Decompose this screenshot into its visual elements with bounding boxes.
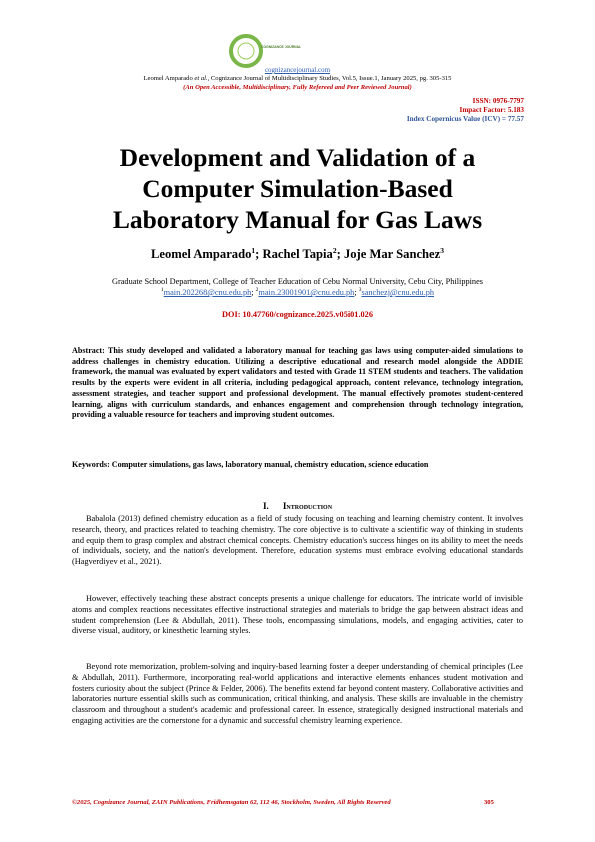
email-1-link[interactable]: main.202268@cnu.edu.ph [163, 287, 252, 297]
body-paragraph: Beyond rote memorization, problem-solving and inquiry-based learning foster a deeper understanding of chemical principles (Lee & Abdullah, 2011). Furthermore, incorporating real-world applications and interactive elements enhances student motivation and fosters curiosity about the subject (Prince & Felder, 2006). The benefits extend far beyond content mastery. Collaborative activities and laboratories nurture essential skills such as communication, critical thinking, and analysis. These skills are invaluable in the chemistry classroom and throughout a student's academic and professional career. In essence, strategically designed instructional materials and engaging activities are the cornerstone for a dynamic and successful chemistry learning experience. [72, 662, 523, 725]
author-3-sup: 3 [440, 246, 444, 255]
author-1-sup: 1 [251, 246, 256, 255]
body-paragraph: However, effectively teaching these abstract concepts presents a unique challenge for educators. The intricate world of invisible atoms and complex reactions necessitates effective instructional strategies and materials to bridge the gap between abstract ideas and student comprehension (Lee & Abdullah, 2011). These tools, encompassing simulations, models, and engaging activities, cater to diverse visual, auditory, or kinesthetic learning styles. [72, 594, 523, 636]
index-copernicus-value: Index Copernicus Value (ICV) = 77.57 [406, 115, 524, 123]
abstract: Abstract: This study developed and validated a laboratory manual for teaching gas laws using computer-aided simulations to address challenges in chemistry education. Utilizing a descriptive educational and research model alongside the ADDIE framework, the manual was evaluated by expert validators and tested with Grade 11 STEM students and teachers. The validation results by the experts were evident in all criteria, including pedagogical approach, content relevance, technology integration, assessment strategies, and teacher support and professional development. The manual effectively promotes student-centered learning, aligns with curriculum standards, and enhances engagement and comprehension through technology integration, providing a valuable resource for teachers and improving student outcomes. [72, 346, 523, 420]
email-sep-1: ; [251, 287, 256, 297]
citation-etal: et al. [194, 75, 208, 82]
author-emails [0, 287, 595, 297]
section-title: Introduction [282, 501, 333, 511]
impact-factor: Impact Factor: 5.183 [459, 106, 524, 114]
author-sep-1: ; [255, 247, 263, 262]
author-list [0, 246, 595, 262]
journal-logo [228, 33, 302, 69]
journal-logo-icon [228, 33, 302, 69]
email-3-link[interactable]: sanchezj@cnu.edu.ph [361, 287, 435, 297]
email-2-sup: 2 [255, 287, 259, 293]
citation-suffix: , Cognizance Journal of Multidisciplinary Studies, Vol.5, Issue.1, January 2025, pg. 305-315 [207, 75, 452, 82]
email-2-link[interactable]: main.23001901@cnu.edu.ph [258, 287, 355, 297]
author-2-sup: 2 [332, 246, 337, 255]
title-line-2: Computer Simulation-Based [142, 174, 453, 203]
affiliation: Graduate School Department, College of Teacher Education of Cebu Normal University, Cebu City, Philippines [111, 277, 483, 286]
body-paragraph: Babalola (2013) defined chemistry education as a field of study focusing on teaching and learning chemistry content. It involves research, theory, and practices related to teaching chemistry. The core objective is to cultivate a scientific way of thinking in students and equip them to grasp complex and abstract chemical concepts. Chemistry education's success hinges on its ability to meet the needs of individuals, society, and the nation's development. Therefore, education systems must embrace evolving educational standards (Hagverdiyev et al., 2021). [72, 514, 523, 567]
paper-title [60, 142, 535, 235]
journal-url-link[interactable]: cognizancejournal.com [264, 66, 331, 74]
access-note: (An Open Accessible, Multidisciplinary, Fully Refereed and Peer Reviewed Journal) [183, 84, 412, 91]
title-line-1: Development and Validation of a [119, 143, 476, 172]
page-number: 305 [484, 799, 494, 806]
citation-line [0, 75, 595, 82]
logo-text: COGNIZANCE JOURNAL [261, 45, 302, 49]
issn: ISSN: 0976-7797 [472, 97, 524, 105]
keywords: Keywords: Computer simulations, gas laws, laboratory manual, chemistry education, science education [72, 460, 429, 469]
author-sep-2: ; [336, 247, 344, 262]
author-3: Joje Mar Sanchez [343, 247, 441, 262]
author-2: Rachel Tapia [262, 247, 333, 262]
email-sep-2: ; [354, 287, 359, 297]
author-1: Leomel Amparado [151, 247, 252, 262]
section-number: I. [262, 501, 269, 511]
section-heading [0, 501, 595, 511]
footer-copyright: ©2025, Cognizance Journal, ZAIN Publications, Fridhemsgatan 62, 112 46, Stockholm, Sweden, All Rights Reserved [72, 799, 391, 806]
citation-prefix: Leomel Amparado [143, 75, 195, 82]
email-3-sup: 3 [358, 287, 362, 293]
doi[interactable]: DOI: 10.47760/cognizance.2025.v05i01.026 [222, 310, 373, 319]
title-line-3: Laboratory Manual for Gas Laws [112, 205, 483, 234]
email-1-sup: 1 [160, 287, 164, 293]
